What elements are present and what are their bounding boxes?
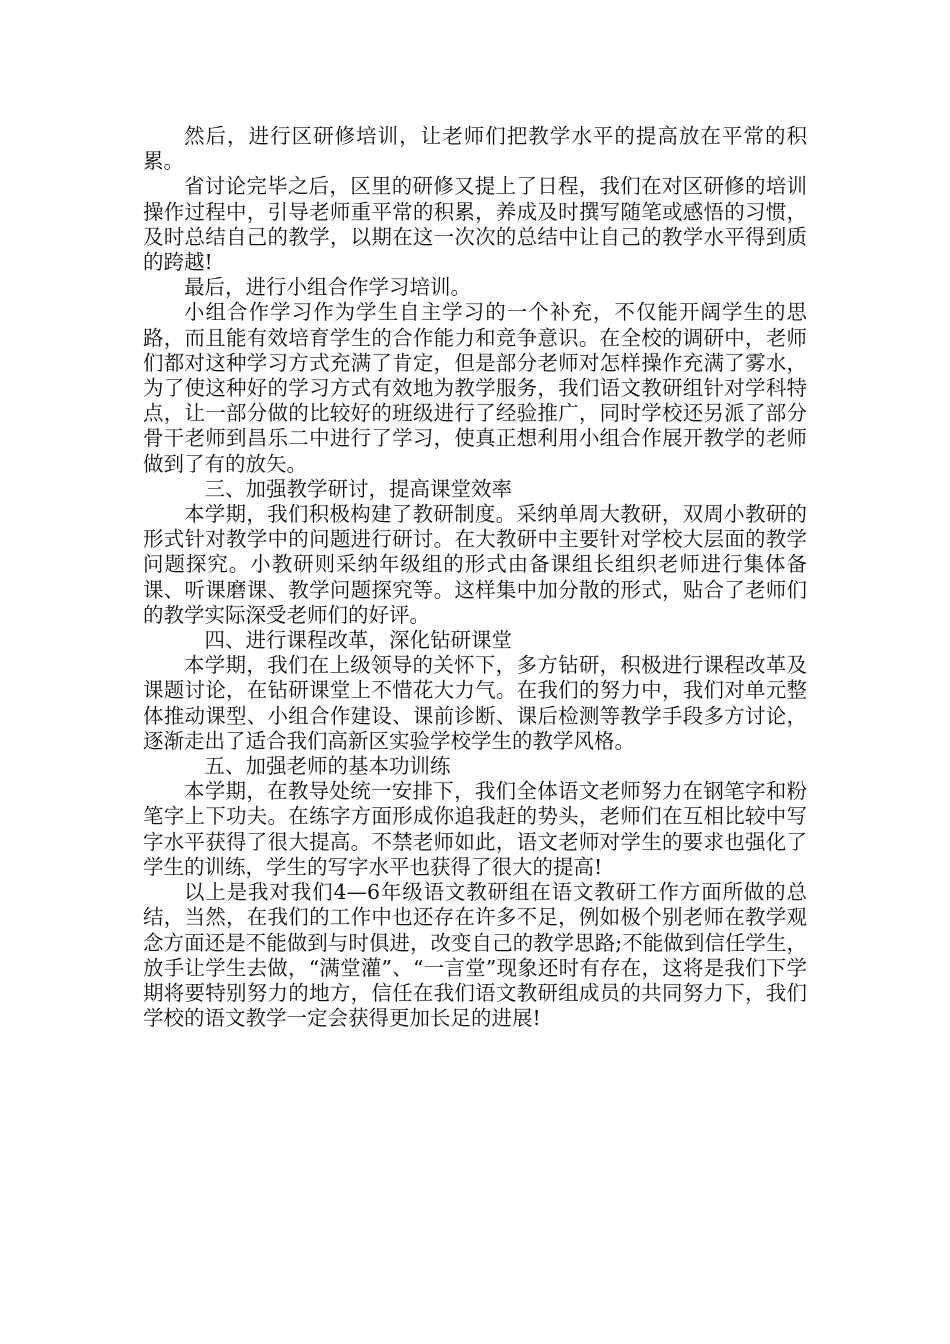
document-body [143,124,807,1031]
paragraph-district-training-detail: 省讨论完毕之后，区里的研修又提上了日程，我们在对区研修的培训操作过程中，引导老师重平常的积累，养成及时撰写随笔或感悟的习惯，及时总结自己的教学，以期在这一次次的总结中让自己的教学水平得到质的跨越! [143,174,807,275]
section-heading-3: 三、加强教学研讨，提高课堂效率 [204,476,512,501]
paragraph-basic-skills: 本学期，在教导处统一安排下，我们全体语文老师努力在钢笔字和粉笔字上下功夫。在练字方面形成你追我赶的势头，老师们在互相比较中写字水平获得了很大提高。不禁老师如此，语文老师对学生的要求也强化了学生的训练，学生的写字水平也获得了很大的提高! [143,779,807,879]
paragraph-curriculum-reform: 本学期，我们在上级领导的关怀下，多方钻研，积极进行课程改革及课题讨论，在钻研课堂上不惜花大力气。在我们的努力中，我们对单元整体推动课型、小组合作建设、课前诊断、课后检测等教学手段多方讨论，逐渐走出了适合我们高新区实验学校学生的教学风格。 [143,653,807,753]
section-heading-5: 五、加强老师的基本功训练 [204,754,451,779]
section-heading-4: 四、进行课程改革，深化钻研课堂 [204,628,512,653]
paragraph-district-training: 然后，进行区研修培训，让老师们把教学水平的提高放在平常的积累。 [143,124,807,174]
paragraph-group-training: 最后，进行小组合作学习培训。 [184,275,471,300]
paragraph-conclusion: 以上是我对我们4—6年级语文教研组在语文教研工作方面所做的总结，当然，在我们的工作中也还存在许多不足，例如极个别老师在教学观念方面还是不能做到与时俱进，改变自己的教学思路;不能做到信任学生，放手让学生去做，“满堂灌”、“一言堂”现象还时有存在，这将是我们下学期将要特别努力的地方，信任在我们语文教研组成员的共同努力下，我们学校的语文教学一定会获得更加长足的进展! [143,880,807,1031]
paragraph-group-learning-detail: 小组合作学习作为学生自主学习的一个补充，不仅能开阔学生的思路，而且能有效培育学生的合作能力和竞争意识。在全校的调研中，老师们都对这种学习方式充满了肯定，但是部分老师对怎样操作充满了雾水，为了使这种好的学习方式有效地为教学服务，我们语文教研组针对学科特点，让一部分做的比较好的班级进行了经验推广，同时学校还另派了部分骨干老师到昌乐二中进行了学习，使真正想利用小组合作展开教学的老师做到了有的放矢。 [143,300,807,476]
paragraph-teaching-research: 本学期，我们积极构建了教研制度。采纳单周大教研，双周小教研的形式针对教学中的问题进行研讨。在大教研中主要针对学校大层面的教学问题探究。小教研则采纳年级组的形式由备课组长组织老师进行集体备课、听课磨课、教学问题探究等。这样集中加分散的形式，贴合了老师们的教学实际深受老师们的好评。 [143,502,807,627]
